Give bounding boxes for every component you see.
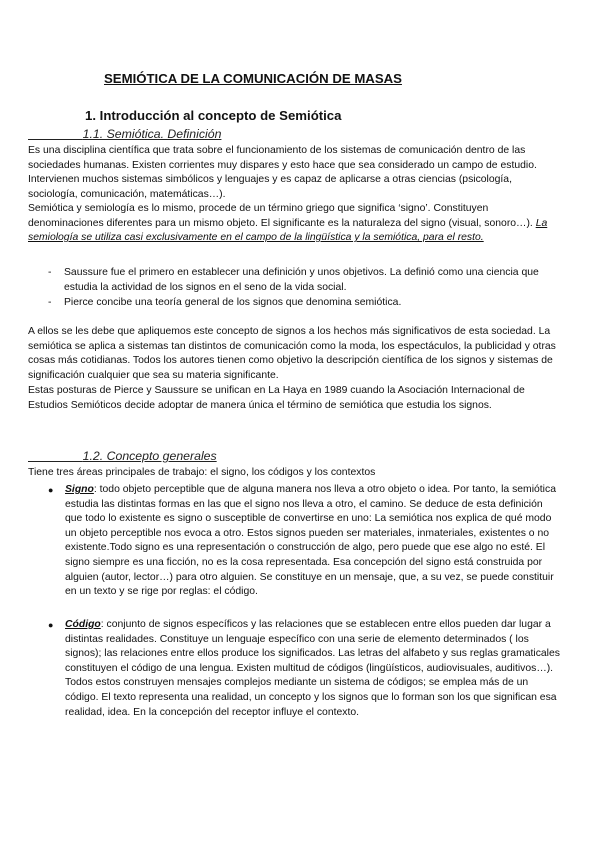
paragraph-definition: Es una disciplina científica que trata sobre el funcionamiento de los sistemas de comunicación dentro de las sociedades humanas. Existen corrientes muy dispares y esto hace que sea considerado un campo de estudio. Intervienen muchos sistemas simbólicos y lenguajes y es capaz de aplicarse a otras ciencias (psicología, sociología, comunicación, matemáticas…).: [28, 145, 537, 200]
subsection-1-2-title: 1.2. Concepto generales: [82, 449, 217, 463]
bullet-marker: ●: [48, 485, 54, 495]
bullet-text: : todo objeto perceptible que de alguna manera nos lleva a otro objeto o idea. Por tanto, la semiótica estudia las distintas formas en las que el signo nos lleva a otro, el camino. Se deduce de esta definición que todo lo existente es signo o susceptible de convertirse en uno: La semiótica nos explica de qué modo un objeto perceptible nos evoca a otro. Estos signos pueden ser materiales, inmateriales, existentes o no existente.Todo signo es una representación o construcción de algo, pero puede que ese algo no esté. El signo siempre es una ficción, no es la cosa representada. Esa concepción del signo está construida por alguien (autor, lector…) para otro alguien. Se constituye en un mensaje, que, a su vez, se puede constituir en un texto y se rige por reglas: el código.: [65, 484, 556, 598]
document-title: SEMIÓTICA DE LA COMUNICACIÓN DE MASAS: [104, 71, 402, 86]
subsection-1-2-heading: [28, 449, 217, 463]
list-item-text: Saussure fue el primero en establecer una definición y unos objetivos. La definió como una ciencia que estudia la actividad de los signos en el seno de la vida social.: [64, 267, 539, 293]
bullet-item-codigo: [48, 618, 560, 720]
paragraph-la-haya: Estas posturas de Pierce y Saussure se unifican en La Haya en 1989 cuando la Asociación Internacional de Estudios Semióticos decide adoptar de manera única el término de semiótica que estudia los signos.: [28, 385, 525, 411]
subsection-1-1-title: 1.1. Semiótica. Definición: [82, 127, 222, 141]
bullet-item-signo: [48, 483, 560, 600]
paragraph-areas-intro: Tiene tres áreas principales de trabajo: el signo, los códigos y los contextos: [28, 467, 376, 478]
bullet-text: : conjunto de signos específicos y las relaciones que se establecen entre ellos pueden dar lugar a distintas realidades. Constituye un lenguaje específico con una serie de elemento determinados ( los signos); las relaciones entre ellos produce los significados. Las letras del alfabeto y sus reglas gramaticales constituyen el código de una lengua. Existen multitud de códigos (lingüísticos, audiovisuales, auditivos…). Todos estos construyen mensajes complejos mediante un sistema de códigos; se emplea más de un código. El texto representa una realidad, un concepto y los signos que lo forman son los que significan esa realidad, idea. En la concepción del receptor influye el contexto.: [65, 619, 560, 718]
paragraph-semiologia-text: Semiótica y semiología es lo mismo, procede de un término griego que significa ‘signo’. Constituyen denominaciones diferentes para un mismo objeto. El significante es la naturaleza del signo (visual, sonoro…).: [28, 203, 536, 229]
bullet-marker: ●: [48, 620, 54, 630]
list-item-text: Pierce concibe una teoría general de los signos que denomina semiótica.: [64, 297, 402, 308]
section-1-heading: 1. Introducción al concepto de Semiótica: [85, 108, 342, 123]
dash-marker: -: [48, 297, 52, 308]
dash-marker: -: [48, 267, 52, 278]
list-item-pierce: [48, 296, 560, 311]
term-codigo: Código: [65, 619, 101, 630]
term-signo: Signo: [65, 484, 94, 495]
subsection-1-1-heading: [28, 127, 221, 141]
paragraph-semiologia-underlined: La semiología se utiliza casi exclusivamente en el campo de la lingüística y la semiótica, para el resto.: [28, 217, 548, 244]
list-item-saussure: [48, 266, 560, 295]
paragraph-semiologia: [28, 202, 560, 246]
paragraph-aplicacion: A ellos se les debe que apliquemos este concepto de signos a los hechos más significativos de esta sociedad. La semiótica se aplica a sistemas tan distintos de comunicación como la moda, los espectáculos, la publicidad y otras cosas más cotidianas. Todos los autores tienen como objetivo la descripción científica de los signos y sistemas de significación cualquier que sea su materia significante.: [28, 326, 556, 381]
